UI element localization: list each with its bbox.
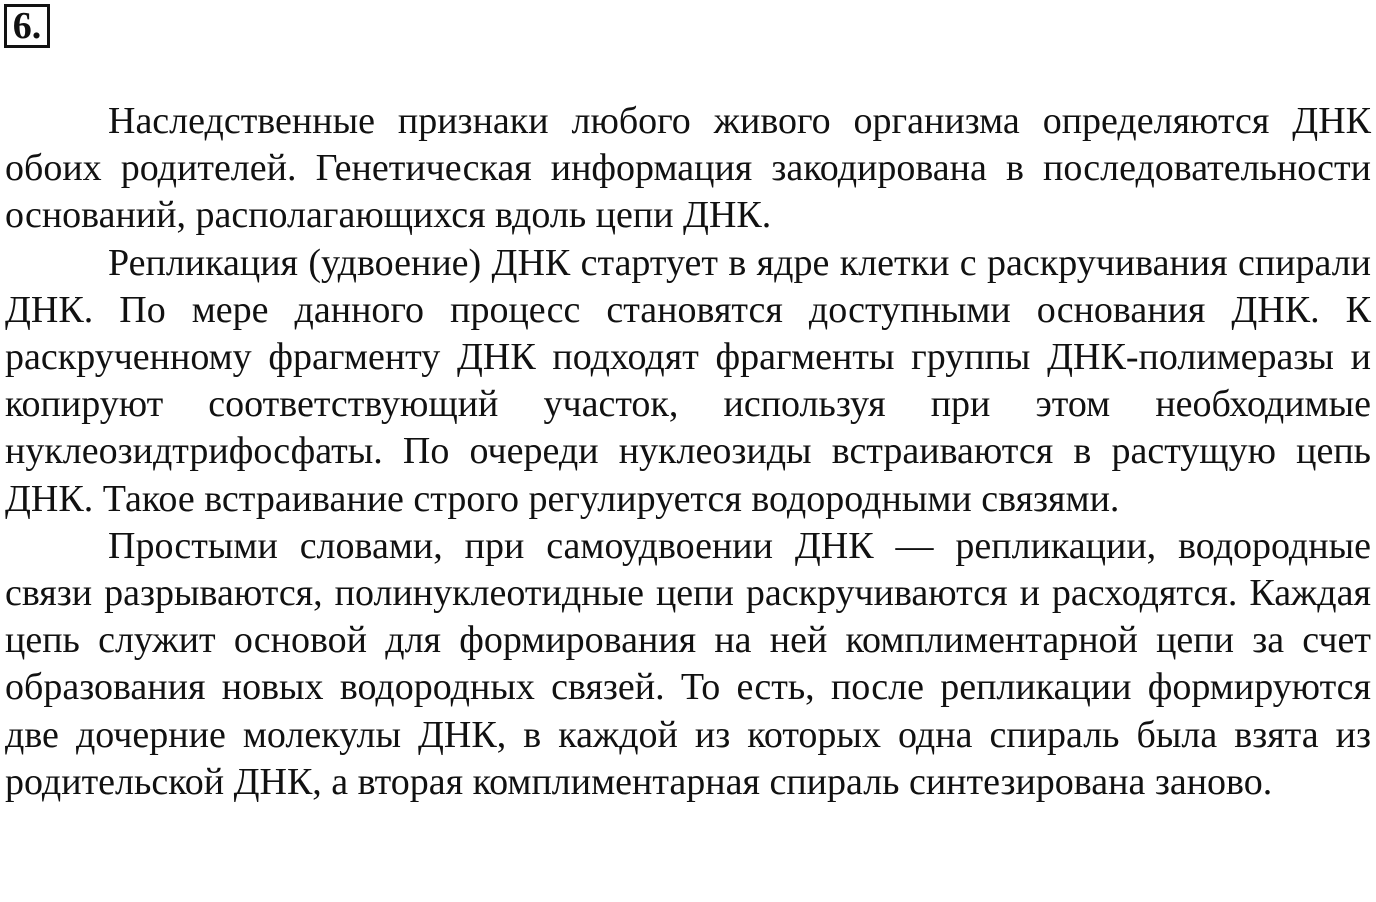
paragraph-2: Репликация (удвоение) ДНК стартует в ядре клетки с раскручивания спирали ДНК. По мере данного процесс становятся доступными основания ДНК. К раскрученному фрагменту ДНК подходят фрагменты группы ДНК-полимеразы и копируют соответствующий участок, используя при этом необходимые нуклеозидтрифосфаты. По очереди нуклеозиды встраиваются в растущую цепь ДНК. Такое встраивание строго регулируется водородными связями. xyxy=(5,241,1371,520)
paragraph-1: Наследственные признаки любого живого организма определяются ДНК обоих родителей. Генетическая информация закодирована в последовательности оснований, располагающихся вдоль цепи ДНК. xyxy=(5,100,1371,237)
paragraph-3: Простыми словами, при самоудвоении ДНК — репликации, водородные связи разрываются, полинуклеотидные цепи раскручиваются и расходятся. Каждая цепь служит основой для формирования на ней комплиментарной цепи за счет образования новых водородных связей. То есть, после репликации формируются две дочерние молекулы ДНК, в каждой из которых одна спираль была взята из родительской ДНК, а вторая комплиментарная спираль синтезирована заново. xyxy=(5,524,1371,803)
task-number-box: 6. xyxy=(4,4,50,48)
document-body xyxy=(5,98,1371,806)
